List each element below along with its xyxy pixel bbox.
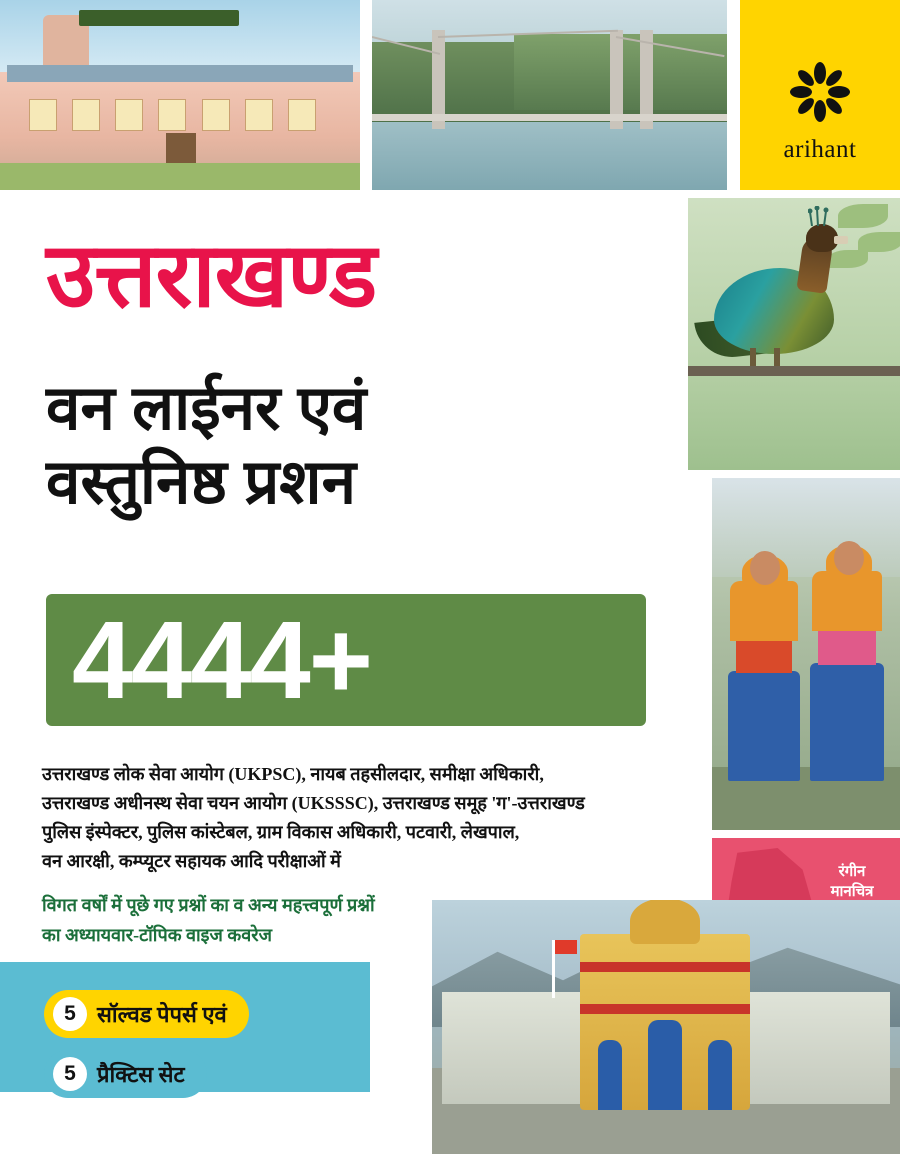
page-subtitle [46,372,686,520]
exam-list-line-2: उत्तराखण्ड अधीनस्थ सेवा चयन आयोग (UKSSSC), उत्तराखण्ड समूह 'ग'-उत्तराखण्ड [42,793,585,813]
solved-papers-badge [44,990,249,1038]
brand-logo-panel [740,0,900,190]
practice-sets-count: 5 [53,1057,87,1091]
coverage-line-2: का अध्यायवार-टॉपिक वाइज कवरेज [42,925,272,945]
map-badge-line-2: मानचित्र [830,884,874,900]
solved-papers-count: 5 [53,997,87,1031]
brand-name: arihant [783,136,857,163]
subtitle-line-2: वस्तुनिष्ठ प्रशन [46,448,356,517]
coverage-note [42,890,662,950]
practice-sets-label: प्रैक्टिस सेट [97,1062,185,1087]
coverage-line-1: विगत वर्षों में पूछे गए प्रश्नों का व अन्य महत्त्वपूर्ण प्रश्नों [42,895,375,915]
exam-list-line-3: पुलिस इंस्पेक्टर, पुलिस कांस्टेबल, ग्राम विकास अधिकारी, पटवारी, लेखपाल, [42,822,520,842]
page-title: उत्तराखण्ड [46,226,377,326]
question-count: 4444+ [72,598,371,722]
lakshman-jhula-bridge-photo [372,0,727,190]
exam-list-line-1: उत्तराखण्ड लोक सेवा आयोग (UKPSC), नायब तहसीलदार, समीक्षा अधिकारी, [42,764,544,784]
map-badge-line-1: रंगीन [838,864,866,880]
top-photo-strip [0,0,900,190]
folk-dancers-photo [712,478,900,830]
government-building-photo [0,0,360,190]
question-count-band [46,594,646,726]
flower-logo-icon [790,62,850,127]
monal-peacock-photo [688,198,900,470]
exam-list-line-4: वन आरक्षी, कम्प्यूटर सहायक आदि परीक्षाओं में [42,851,341,871]
solved-papers-label: सॉल्वड पेपर्स एवं [97,1002,227,1027]
exam-list [42,760,672,876]
subtitle-line-1: वन लाईनर एवं [46,374,367,443]
practice-sets-badge [44,1050,207,1098]
